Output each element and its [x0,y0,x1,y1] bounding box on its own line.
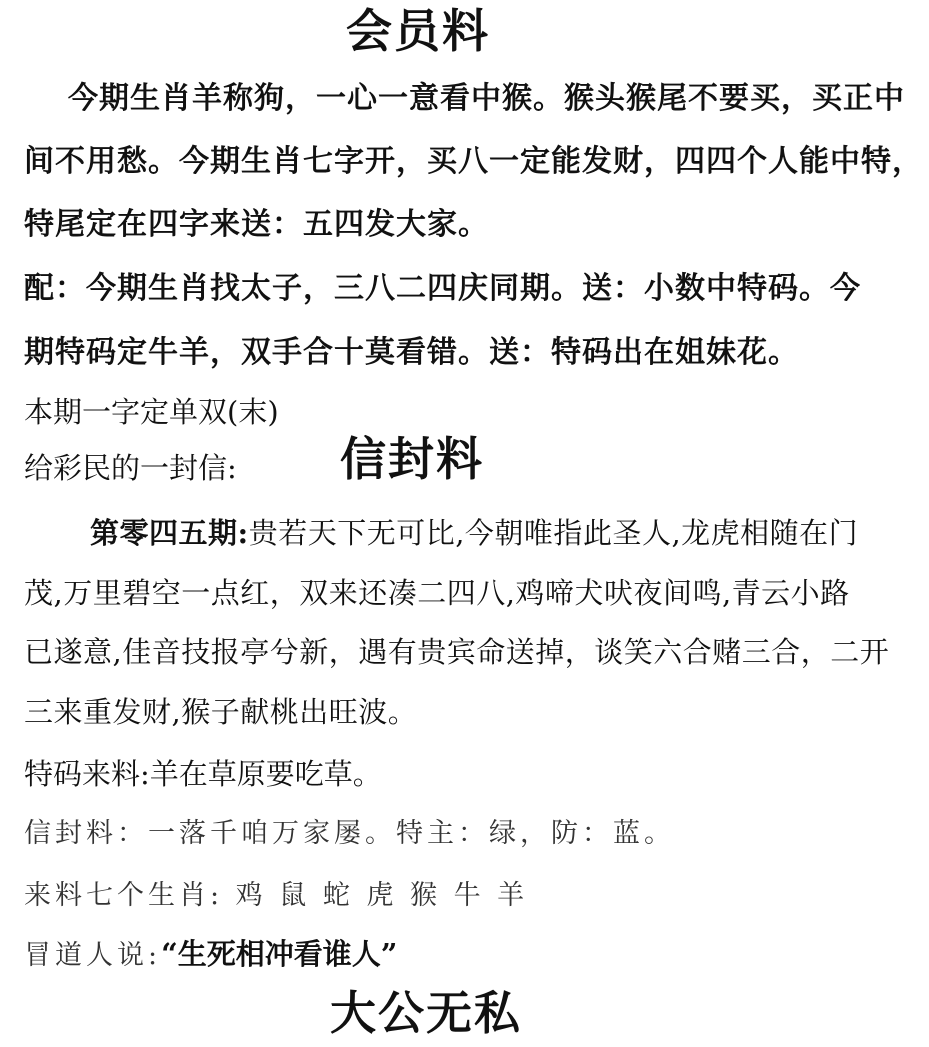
member-line-2: 间不用愁。今期生肖七字开，买八一定能发财，四四个人能中特， [24,144,923,179]
letter-intro: 给彩民的一封信: [24,451,237,485]
letter-line-4: 三来重发财,猴子献桃出旺波。 [24,695,418,729]
member-line-1: 今期生肖羊称狗，一心一意看中猴。猴头猴尾不要买，买正中 [68,81,905,116]
letter-data-line: 信封料：一落千咱万家屡。特主：绿，防：蓝。 [24,818,675,849]
taoist-prefix: 冒道人说: [24,940,162,971]
letter-line-1 [90,516,859,550]
taoist-line [24,937,398,971]
member-line-5: 期特码定牛羊，双手合十莫看错。送：特码出在姐妹花。 [24,335,799,370]
single-double-line: 本期一字定单双(末) [24,395,279,429]
letter-line-2: 茂,万里碧空一点红，双来还凑二四八,鸡啼犬吠夜间鸣,青云小路 [24,576,850,610]
taoist-quote: “生死相冲看谁人” [161,937,398,971]
member-line-3: 特尾定在四字来送：五四发大家。 [24,207,489,242]
tema-line: 特码来料:羊在草原要吃草。 [24,757,382,791]
issue-label: 第零四五期: [90,516,249,550]
member-line-4: 配：今期生肖找太子，三八二四庆同期。送：小数中特码。今 [24,271,861,306]
title-fair: 大公无私 [330,986,522,1040]
letter-line-3: 已遂意,佳音技报亭兮新，遇有贵宾命送掉，谈笑六合赌三合，二开 [24,635,890,669]
title-member: 会员料 [346,4,490,58]
zodiac-line: 来料七个生肖: 鸡 鼠 蛇 虎 猴 牛 羊 [24,880,529,911]
title-letter: 信封料 [340,432,484,486]
letter-line-1-text: 贵若天下无可比,今朝唯指此圣人,龙虎相随在门 [248,516,859,550]
